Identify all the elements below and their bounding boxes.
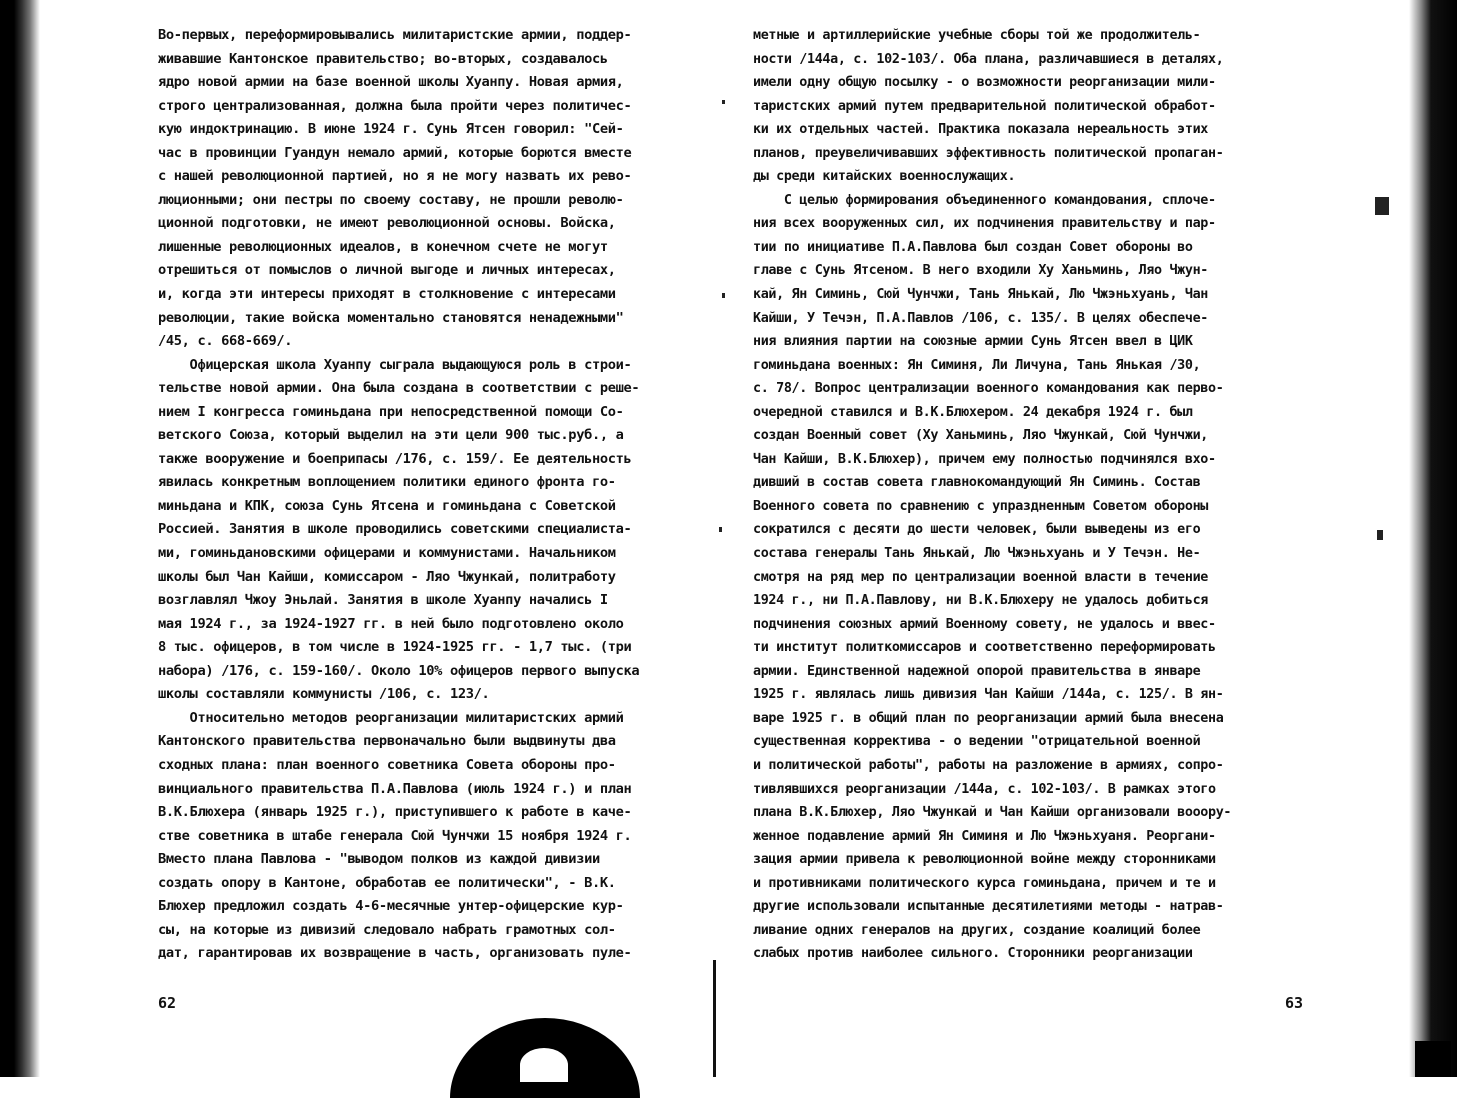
text-line: Офицерская школа Хуанпу сыграла выдающуюся роль в строи- (158, 356, 632, 373)
text-line: планов, преувеличивавших эффективность политической пропаган- (753, 145, 1224, 161)
text-line: Блюхер предложил создать 4-6-месячные унтер-офицерские кур- (158, 898, 624, 915)
text-line: тивлявшихся реорганизации /144а, с. 102-103/. В рамках этого (753, 781, 1216, 797)
text-line: С целью формирования объединенного командования, сплоче- (753, 192, 1216, 208)
text-line: явилась конкретным воплощением политики единого фронта го- (158, 474, 616, 491)
text-line: плана В.К.Блюхер, Ляо Чжункай и Чан Кайши организовали вооору- (753, 805, 1232, 821)
text-line: женное подавление армий Ян Симиня и Лю Чжэньхуаня. Реоргани- (753, 828, 1216, 844)
page-number-left: 62 (158, 994, 177, 1012)
text-line: ния всех вооруженных сил, их подчинения правительству и пар- (753, 216, 1216, 232)
text-line: школы составляли коммунисты /106, с. 123/. (158, 686, 490, 703)
text-line: нием I конгресса гоминьдана при непосредственной помощи Со- (158, 403, 624, 420)
text-line: состава генералы Тань Янькай, Лю Чжэньхуань и У Течэн. Не- (753, 546, 1201, 562)
text-line: /45, с. 668-669/. (158, 333, 293, 350)
text-line: и противниками политического курса гоминьдана, причем и те и (753, 875, 1216, 891)
text-line: час в провинции Гуандун немало армий, которые борются вместе (158, 144, 632, 161)
text-line: миньдана и КПК, союза Сунь Ятсена и гоминьдана с Советской (158, 497, 616, 514)
text-line: лишенные революционных идеалов, в конечном счете не могут (158, 238, 608, 255)
text-line: варе 1925 г. в общий план по реорганизации армий была внесена (753, 710, 1224, 726)
text-line: ти институт политкомиссаров и соответственно переформировать (753, 640, 1216, 656)
text-line: главе с Сунь Ятсеном. В него входили Ху Ханьминь, Ляо Чжун- (753, 263, 1208, 279)
text-line: живавшие Кантонское правительство; во-вторых, создавалось (158, 50, 608, 67)
text-line: Кантонского правительства первоначально были выдвинуты два (158, 733, 616, 750)
text-line: кай, Ян Симинь, Сюй Чунчжи, Тань Янькай, Лю Чжэньхуань, Чан (753, 287, 1208, 303)
page-number-right: 63 (1285, 994, 1304, 1012)
text-line: сократился с десяти до шести человек, были выведены из его (753, 522, 1201, 538)
text-line: Россией. Занятия в школе проводились советскими специалиста- (158, 521, 632, 538)
text-line: Чан Кайши, В.К.Блюхер), причем ему полностью подчинялся вхо- (753, 451, 1216, 467)
text-line: армии. Единственной надежной опорой правительства в январе (753, 663, 1201, 679)
text-line: ливание одних генералов на других, создание коалиций более (753, 922, 1201, 938)
text-line: и, когда эти интересы приходят в столкновение с интересами (158, 286, 616, 303)
text-line: ми, гоминьдановскими офицерами и коммунистами. Начальником (158, 545, 616, 562)
text-line: Относительно методов реорганизации милитаристских армий (158, 709, 624, 726)
scan-speck (722, 293, 725, 298)
scan-shadow-right (1409, 0, 1457, 1077)
scan-speck (722, 100, 725, 104)
left-page-text (158, 24, 706, 966)
text-line: отрешиться от помыслов о личной выгоде и личных интересах, (158, 262, 616, 279)
text-line: очередной ставился и В.К.Блюхером. 24 декабря 1924 г. был (753, 404, 1193, 420)
text-line: с нашей революционной партией, но я не могу назвать их рево- (158, 168, 632, 185)
text-line: дивший в состав совета главнокомандующий Ян Симинь. Состав (753, 475, 1201, 491)
text-line: школы был Чан Кайши, комиссаром - Ляо Чжункай, политработу (158, 568, 616, 585)
text-line: ки их отдельных частей. Практика показала нереальность этих (753, 122, 1208, 138)
text-line: имели одну общую посылку - о возможности реорганизации мили- (753, 75, 1216, 91)
scan-speck (719, 527, 722, 532)
text-line: слабых против наиболее сильного. Сторонники реорганизации (753, 946, 1193, 962)
text-line: Кайши, У Течэн, П.А.Павлов /106, с. 135/. В целях обеспече- (753, 310, 1208, 326)
scan-shadow-left (0, 0, 40, 1077)
scan-speck (1377, 530, 1383, 540)
text-line: ветского Союза, который выделил на эти цели 900 тыс.руб., а (158, 427, 624, 444)
text-line: гоминьдана военных: Ян Симиня, Ли Личуна, Тань Янькая /30, (753, 357, 1201, 373)
text-line: сходных плана: план военного советника Совета обороны про- (158, 756, 616, 773)
text-line: Вместо плана Павлова - "выводом полков из каждой дивизии (158, 851, 600, 868)
text-line: метные и артиллерийские учебные сборы той же продолжитель- (753, 28, 1201, 43)
text-line: Во-первых, переформировывались милитаристские армии, поддер- (158, 27, 632, 43)
text-line: революции, такие войска моментально становятся ненадежными" (158, 309, 624, 326)
text-line: ности /144а, с. 102-103/. Оба плана, различавшиеся в деталях, (753, 51, 1224, 67)
text-line: тии по инициативе П.А.Павлова был создан Совет обороны во (753, 239, 1193, 255)
text-line: тельстве новой армии. Она была создана в соответствии с реше- (158, 380, 640, 397)
text-line: сы, на которые из дивизий следовало набрать грамотных сол- (158, 921, 616, 938)
text-line: ционной подготовки, не имеют революционной основы. Войска, (158, 215, 616, 232)
book-gutter (713, 960, 716, 1077)
text-line: существенная корректива - о ведении "отрицательной военной (753, 734, 1201, 750)
text-line: набора) /176, с. 159-160/. Около 10% офицеров первого выпуска (158, 662, 640, 679)
text-line: создать опору в Кантоне, обработав ее политически", - В.К. (158, 874, 616, 891)
text-line: возглавлял Чжоу Эньлай. Занятия в школе Хуанпу начались I (158, 592, 608, 609)
text-line: ядро новой армии на базе военной школы Хуанпу. Новая армия, (158, 74, 624, 91)
text-line: строго централизованная, должна была пройти через политичес- (158, 97, 632, 114)
text-line: 8 тыс. офицеров, в том числе в 1924-1925 гг. - 1,7 тыс. (три (158, 639, 632, 656)
text-line: также вооружение и боеприпасы /176, с. 159/. Ее деятельность (158, 450, 632, 467)
text-line: создан Военный совет (Ху Ханьминь, Ляо Чжункай, Сюй Чунчжи, (753, 428, 1208, 444)
text-line: кую индоктринацию. В июне 1924 г. Сунь Ятсен говорил: "Сей- (158, 121, 624, 138)
text-line: 1924 г., ни П.А.Павлову, ни В.К.Блюхеру не удалось добиться (753, 593, 1208, 609)
text-line: 1925 г. являлась лишь дивизия Чан Кайши /144а, с. 125/. В ян- (753, 687, 1224, 703)
text-line: мая 1924 г., за 1924-1927 гг. в ней было подготовлено около (158, 615, 624, 632)
text-line: подчинения союзных армий Военному совету, не удалось и ввес- (753, 616, 1216, 632)
text-line: дат, гарантировав их возвращение в часть, организовать пуле- (158, 945, 632, 962)
text-line: люционными; они пестры по своему составу, не прошли револю- (158, 191, 624, 208)
text-line: другие использовали испытанные десятилетиями методы - натрав- (753, 899, 1224, 915)
text-line: смотря на ряд мер по централизации военной власти в течение (753, 569, 1208, 585)
text-line: зация армии привела к революционной войне между сторонниками (753, 852, 1216, 868)
scan-corner-mark (1415, 1041, 1451, 1077)
text-line: таристских армий путем предварительной политической обработ- (753, 98, 1216, 114)
text-line: Военного совета по сравнению с упраздненным Советом обороны (753, 498, 1208, 514)
text-line: винциального правительства П.А.Павлова (июль 1924 г.) и план (158, 780, 632, 797)
text-line: стве советника в штабе генерала Сюй Чунчжи 15 ноября 1924 г. (158, 827, 632, 844)
text-line: ния влияния партии на союзные армии Сунь Ятсен ввел в ЦИК (753, 334, 1193, 350)
text-line: и политической работы", работы на разложение в армиях, сопро- (753, 757, 1224, 773)
text-line: ды среди китайских военнослужащих. (753, 169, 1016, 185)
text-line: с. 78/. Вопрос централизации военного командования как перво- (753, 381, 1224, 397)
text-line: В.К.Блюхера (январь 1925 г.), приступившего к работе в каче- (158, 804, 632, 821)
scan-speck (1375, 197, 1389, 215)
right-page-text (753, 24, 1309, 966)
